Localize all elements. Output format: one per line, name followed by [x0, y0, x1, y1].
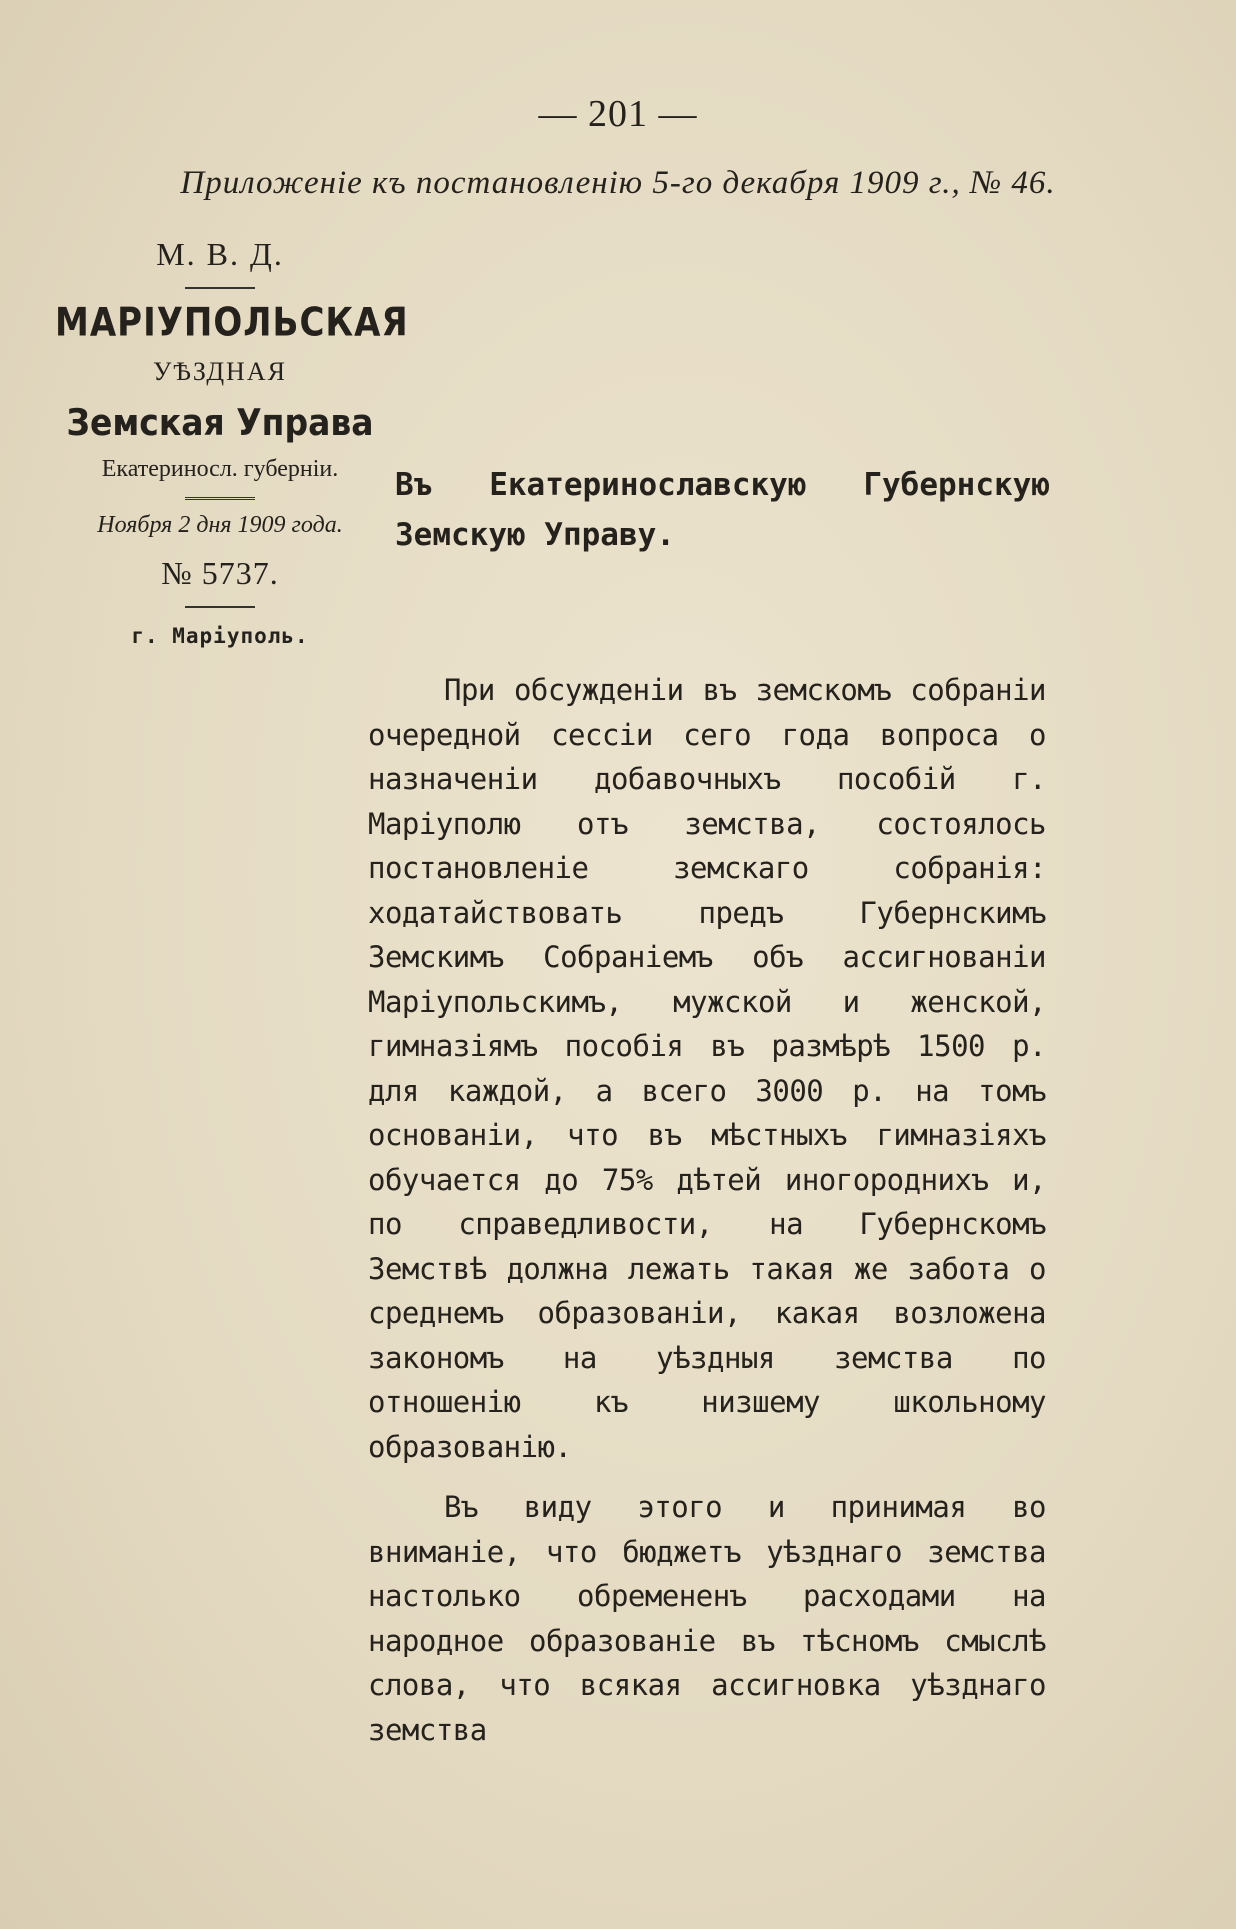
body-paragraph: Въ виду этого и принимая во вниманіе, что бюджетъ уѣзднаго земства настолько обремененъ расходами на народное образованіе въ тѣсномъ смыслѣ слова, что всякая ассигновка уѣзднаго земства — [368, 1490, 1046, 1747]
divider — [185, 606, 255, 608]
appendix-line: Приложеніе къ постановленію 5-го декабря 1909 г., № 46. — [180, 165, 1056, 201]
letter-date: Ноября 2 дня 1909 года. — [97, 512, 343, 538]
city-label: г. Маріуполь. — [131, 624, 309, 648]
document-number: № 5737. — [161, 555, 279, 591]
letter-body — [368, 668, 1046, 1768]
divider — [185, 287, 255, 289]
ministry-label: М. В. Д. — [156, 236, 284, 272]
recipient-address: Въ Екатеринославскую Губернскую Земскую Управу. — [395, 467, 1050, 553]
organization-department: Земская Управа — [66, 401, 374, 444]
organization-name: МАРІУПОЛЬСКАЯ — [55, 300, 409, 346]
province-label: Екатериносл. губерніи. — [101, 456, 339, 482]
letterhead — [55, 228, 409, 648]
page-number: — 201 — — [538, 93, 698, 135]
organization-subtitle: УѢЗДНАЯ — [153, 357, 287, 386]
divider-double — [185, 497, 255, 502]
body-paragraph: При обсужденіи въ земскомъ собраніи очередной сессіи сего года вопроса о назначеніи добавочныхъ пособій г. Маріуполю отъ земства, состоялось постановленіе земскаго собранія: ходатайствовать предъ Губернскимъ Земскимъ Собраніемъ объ ассигнованіи Маріупольскимъ, мужской и женской, гимназіямъ пособія въ размѣрѣ 1500 р. для каждой, а всего 3000 р. на томъ основаніи, что въ мѣстныхъ гимназіяхъ обучается до 75% дѣтей иногороднихъ и, по справедливости, на Губернскомъ Земствѣ должна лежать такая же забота о среднемъ образованіи, какая возложена закономъ на уѣздныя земства по отношенію къ низшему школьному образованію. — [368, 673, 1046, 1464]
